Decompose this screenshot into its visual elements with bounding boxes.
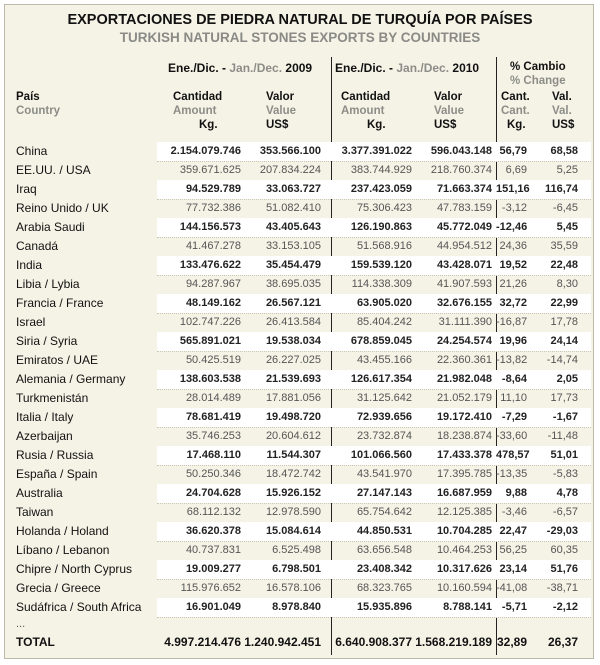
table-cell-value-2009: 43.405.643 [265, 221, 321, 233]
table-row-country: Líbano / Lebanon [16, 543, 110, 557]
table-cell-value-2010: 44.954.512 [436, 240, 492, 252]
table-cell-change-amount: -33,60 [496, 430, 528, 442]
header-period-2009: Ene./Dic. - Jan./Dec. 2009 [168, 61, 313, 75]
table-cell-amount-2009: 50.250.346 [185, 468, 241, 480]
table-cell-amount-2010: 43.541.970 [356, 468, 412, 480]
table-cell-amount-2009: 68.112.132 [186, 506, 241, 518]
table-row-country: Taiwan [16, 505, 54, 519]
table-row-country: Canadá [16, 239, 59, 253]
table-cell-amount-2009: 17.468.110 [186, 449, 241, 461]
table-cell-change-value: 17,73 [550, 392, 578, 404]
table-row-country: Chipre / North Cyprus [16, 562, 133, 576]
table-cell-change-value: 4,78 [556, 487, 578, 499]
table-cell-change-value: 116,74 [544, 183, 578, 195]
table-cell-amount-2009: 24.704.628 [185, 487, 241, 499]
table-cell-value-2009: 51.082.410 [265, 202, 321, 214]
table-cell-amount-2010: 15.935.896 [356, 601, 412, 613]
header-amount-2009: Cantidad Amount Kg. [173, 91, 223, 131]
table-cell-value-2010: 17.395.785 [436, 468, 492, 480]
table-cell-change-amount: -3,12 [501, 202, 527, 214]
table-cell-change-amount: 22,47 [499, 525, 527, 537]
table-cell-change-amount: 151,16 [496, 183, 530, 195]
header-amount-2010: Cantidad Amount Kg. [341, 91, 391, 131]
table-cell-amount-2009: 565.891.021 [179, 335, 241, 347]
table-cell-value-2009: 33.153.105 [265, 240, 321, 252]
table-cell-change-value: 2,05 [556, 373, 578, 385]
table-cell-change-amount: 23,14 [499, 563, 527, 575]
table-cell-change-value: 24,14 [550, 335, 578, 347]
table-cell-amount-2010: 383.744.929 [350, 164, 412, 176]
table-cell-amount-2010: 75.306.423 [356, 202, 412, 214]
table-cell-value-2009: 26.567.121 [265, 297, 321, 309]
header-change-value: Val. Val. US$ [552, 91, 575, 131]
table-cell-value-2009: 353.566.100 [259, 145, 321, 157]
table-cell-change-value: -11,48 [547, 430, 578, 442]
table-cell-change-amount: 56,25 [499, 544, 527, 556]
table-row-country: China [16, 144, 48, 158]
total-value-2010: 1.568.219.189 [415, 635, 492, 649]
header-change-en: % Change [510, 75, 566, 87]
table-cell-value-2010: 71.663.374 [436, 183, 492, 195]
table-cell-amount-2009: 41.467.278 [185, 240, 241, 252]
table-cell-change-value: -6,57 [552, 506, 578, 518]
table-cell-change-value: 51,76 [550, 563, 578, 575]
table-cell-value-2009: 16.578.106 [265, 582, 321, 594]
table-cell-value-2010: 16.687.959 [436, 487, 492, 499]
table-cell-change-value: 5,45 [556, 221, 578, 233]
table-row-country: Alemania / Germany [16, 372, 126, 386]
table-cell-value-2010: 41.907.593 [436, 278, 492, 290]
table-cell-amount-2010: 23.732.874 [356, 430, 412, 442]
table-cell-value-2009: 6.798.501 [272, 563, 321, 575]
table-cell-amount-2009: 50.425.519 [185, 354, 241, 366]
table-cell-change-amount: -8,64 [501, 373, 527, 385]
header-value-2010: Valor Value US$ [434, 91, 465, 131]
table-title: EXPORTACIONES DE PIEDRA NATURAL DE TURQUÍA POR PAÍSES [67, 12, 533, 28]
table-cell-amount-2009: 36.620.378 [185, 525, 241, 537]
table-row-country: Reino Unido / UK [16, 201, 109, 215]
table-cell-change-amount: 56,79 [499, 145, 527, 157]
table-cell-value-2010: 10.464.253 [436, 544, 492, 556]
table-cell-value-2010: 32.676.155 [436, 297, 492, 309]
table-cell-value-2010: 17.433.378 [436, 449, 492, 461]
table-cell-amount-2009: 16.901.049 [185, 601, 241, 613]
table-cell-change-amount: 19,96 [499, 335, 527, 347]
table-cell-amount-2010: 126.617.354 [350, 373, 412, 385]
table-cell-change-value: -38,71 [546, 582, 578, 594]
table-cell-change-value: -2,12 [552, 601, 578, 613]
table-cell-change-value: -29,03 [546, 525, 578, 537]
table-cell-value-2009: 20.604.612 [265, 430, 321, 442]
table-cell-amount-2010: 23.408.342 [356, 563, 412, 575]
table-cell-value-2009: 17.881.056 [265, 392, 321, 404]
header-value-2009: Valor Value US$ [266, 91, 297, 131]
total-amount-2009: 4.997.214.476 [164, 635, 241, 649]
table-cell-value-2009: 19.498.720 [265, 411, 321, 423]
table-cell-amount-2009: 77.732.386 [185, 202, 241, 214]
table-cell-amount-2009: 2.154.079.746 [170, 145, 241, 157]
table-row-country: Rusia / Russia [16, 448, 94, 462]
table-cell-value-2010: 21.052.179 [436, 392, 492, 404]
table-cell-amount-2010: 65.754.642 [356, 506, 412, 518]
table-row-country: Azerbaijan [16, 429, 73, 443]
table-cell-value-2010: 8.788.141 [443, 601, 492, 613]
table-cell-amount-2009: 144.156.573 [179, 221, 241, 233]
table-cell-change-amount: 21,26 [499, 278, 527, 290]
table-row-country: Emiratos / UAE [16, 353, 99, 367]
table-cell-amount-2010: 68.323.765 [356, 582, 412, 594]
table-cell-amount-2010: 114.338.309 [351, 278, 412, 290]
table-cell-change-value: 8,30 [556, 278, 578, 290]
table-cell-value-2010: 21.982.048 [436, 373, 492, 385]
table-cell-amount-2010: 44.850.531 [356, 525, 412, 537]
table-cell-amount-2009: 78.681.419 [185, 411, 241, 423]
total-amount-2010: 6.640.908.377 [335, 635, 412, 649]
table-cell-value-2010: 22.360.361 [436, 354, 492, 366]
table-row-country: Francia / France [16, 296, 104, 310]
table-cell-amount-2009: 133.476.622 [179, 259, 241, 271]
table-cell-change-amount: 24,36 [499, 240, 527, 252]
table-cell-amount-2010: 3.377.391.022 [341, 145, 412, 157]
total-change-value: 26,37 [547, 635, 578, 649]
table-cell-change-value: 22,48 [550, 259, 578, 271]
table-row-country: Sudáfrica / South Africa [16, 600, 142, 614]
table-cell-value-2010: 10.160.594 [436, 582, 492, 594]
table-row-country: Siria / Syria [16, 334, 78, 348]
table-cell-change-amount: 32,72 [499, 297, 527, 309]
table-cell-value-2009: 6.525.498 [272, 544, 321, 556]
table-subtitle: TURKISH NATURAL STONES EXPORTS BY COUNTRIES [119, 30, 481, 45]
header-country: País Country [16, 91, 61, 117]
table-cell-change-amount: 6,69 [505, 164, 527, 176]
table-cell-change-value: -1,67 [552, 411, 578, 423]
table-cell-amount-2009: 102.747.226 [179, 316, 241, 328]
table-cell-value-2009: 38.695.035 [265, 278, 321, 290]
table-row-country: Australia [16, 486, 63, 500]
ellipsis-row: ... [16, 618, 26, 630]
table-cell-value-2010: 24.254.574 [436, 335, 492, 347]
table-cell-change-amount: -41,08 [496, 582, 528, 594]
table-cell-value-2010: 45.772.049 [436, 221, 492, 233]
table-row-country: Italia / Italy [16, 410, 74, 424]
table-cell-amount-2009: 35.746.253 [185, 430, 241, 442]
table-cell-change-amount: -5,71 [501, 601, 527, 613]
table-cell-value-2010: 10.317.626 [436, 563, 492, 575]
table-cell-amount-2010: 63.905.020 [356, 297, 412, 309]
total-change-amount: 32,89 [496, 635, 527, 649]
table-cell-amount-2010: 126.190.863 [350, 221, 412, 233]
table-cell-value-2009: 26.413.584 [265, 316, 321, 328]
table-cell-value-2009: 207.834.224 [259, 164, 321, 176]
table-cell-change-amount: -16,87 [496, 316, 528, 328]
table-cell-amount-2010: 101.066.560 [350, 449, 412, 461]
table-frame [4, 4, 594, 659]
table-cell-value-2009: 15.926.152 [265, 487, 321, 499]
table-cell-change-amount: -13,35 [496, 468, 528, 480]
table-row-country: Holanda / Holand [16, 524, 109, 538]
table-cell-change-value: 60,35 [550, 544, 578, 556]
table-cell-change-amount: -12,46 [496, 221, 528, 233]
table-row-country: Turkmenistán [16, 391, 89, 405]
table-cell-value-2009: 21.539.693 [265, 373, 321, 385]
table-cell-value-2009: 26.227.025 [265, 354, 321, 366]
table-cell-change-value: 17,78 [550, 316, 578, 328]
table-cell-amount-2009: 94.529.789 [185, 183, 241, 195]
table-cell-change-amount: -13,82 [496, 354, 528, 366]
table-cell-value-2010: 47.783.159 [436, 202, 492, 214]
table-cell-amount-2009: 115.976.652 [180, 582, 241, 594]
table-cell-value-2009: 15.084.614 [265, 525, 321, 537]
total-label: TOTAL [16, 635, 55, 649]
table-cell-change-amount: 11,10 [500, 392, 527, 404]
table-cell-amount-2009: 28.014.489 [185, 392, 241, 404]
table-cell-amount-2009: 94.287.967 [185, 278, 241, 290]
total-value-2009: 1.240.942.451 [244, 635, 321, 649]
header-period-2010: Ene./Dic. - Jan./Dec. 2010 [335, 61, 480, 75]
table-cell-value-2010: 43.428.071 [436, 259, 492, 271]
table-cell-amount-2010: 31.125.642 [356, 392, 412, 404]
table-cell-value-2009: 19.538.034 [265, 335, 321, 347]
table-cell-change-amount: 478,57 [496, 449, 530, 461]
table-cell-amount-2009: 359.671.625 [179, 164, 241, 176]
table-cell-value-2010: 596.043.148 [430, 145, 492, 157]
table-cell-change-value: -5,83 [552, 468, 578, 480]
table-cell-amount-2010: 43.455.166 [356, 354, 412, 366]
table-cell-change-value: 51,01 [550, 449, 578, 461]
table-cell-value-2009: 33.063.727 [265, 183, 321, 195]
table-cell-amount-2010: 51.568.916 [356, 240, 412, 252]
table-cell-value-2010: 12.125.385 [436, 506, 492, 518]
row-divider [157, 617, 591, 618]
table-row-country: Arabia Saudi [16, 220, 85, 234]
table-cell-change-amount: -7,29 [501, 411, 527, 423]
table-cell-amount-2009: 19.009.277 [185, 563, 241, 575]
table-cell-amount-2010: 237.423.059 [350, 183, 412, 195]
table-cell-value-2010: 10.704.285 [436, 525, 492, 537]
table-row-country: España / Spain [16, 467, 98, 481]
table-cell-value-2009: 18.472.742 [265, 468, 321, 480]
header-change-amount: Cant. Cant. Kg. [501, 91, 530, 131]
table-cell-value-2010: 19.172.410 [436, 411, 492, 423]
table-cell-value-2009: 8.978.840 [272, 601, 321, 613]
table-cell-amount-2010: 85.404.242 [356, 316, 412, 328]
table-cell-amount-2010: 27.147.143 [356, 487, 412, 499]
table-row-country: India [16, 258, 43, 272]
header-change-es: % Cambio [510, 61, 566, 73]
table-row-country: Grecia / Greece [16, 581, 101, 595]
table-cell-change-amount: 19,52 [499, 259, 527, 271]
table-row-country: Libia / Lybia [16, 277, 80, 291]
table-cell-change-amount: -3,46 [501, 506, 527, 518]
table-cell-amount-2010: 678.859.045 [350, 335, 412, 347]
table-cell-change-value: 5,25 [556, 164, 578, 176]
table-cell-change-value: 22,99 [550, 297, 578, 309]
table-cell-value-2010: 31.111.390 [438, 316, 492, 328]
table-cell-change-amount: 9,88 [505, 487, 527, 499]
table-cell-value-2009: 35.454.479 [265, 259, 321, 271]
table-cell-amount-2009: 48.149.162 [185, 297, 241, 309]
table-cell-value-2009: 12.978.590 [265, 506, 321, 518]
table-row-country: Iraq [16, 182, 37, 196]
table-cell-value-2010: 18.238.874 [436, 430, 492, 442]
table-cell-amount-2010: 63.656.548 [356, 544, 412, 556]
table-cell-amount-2010: 159.539.120 [350, 259, 412, 271]
table-cell-change-value: -6,45 [552, 202, 578, 214]
table-cell-change-value: 68,58 [550, 145, 578, 157]
table-row-country: Israel [16, 315, 46, 329]
table-cell-value-2010: 218.760.374 [430, 164, 492, 176]
table-cell-amount-2009: 40.737.831 [185, 544, 241, 556]
table-cell-amount-2010: 72.939.656 [356, 411, 412, 423]
table-cell-change-value: -14,74 [546, 354, 578, 366]
table-cell-value-2009: 11.544.307 [266, 449, 321, 461]
table-row-country: EE.UU. / USA [16, 163, 91, 177]
table-cell-amount-2009: 138.603.538 [179, 373, 241, 385]
table-cell-change-value: 35,59 [550, 240, 578, 252]
